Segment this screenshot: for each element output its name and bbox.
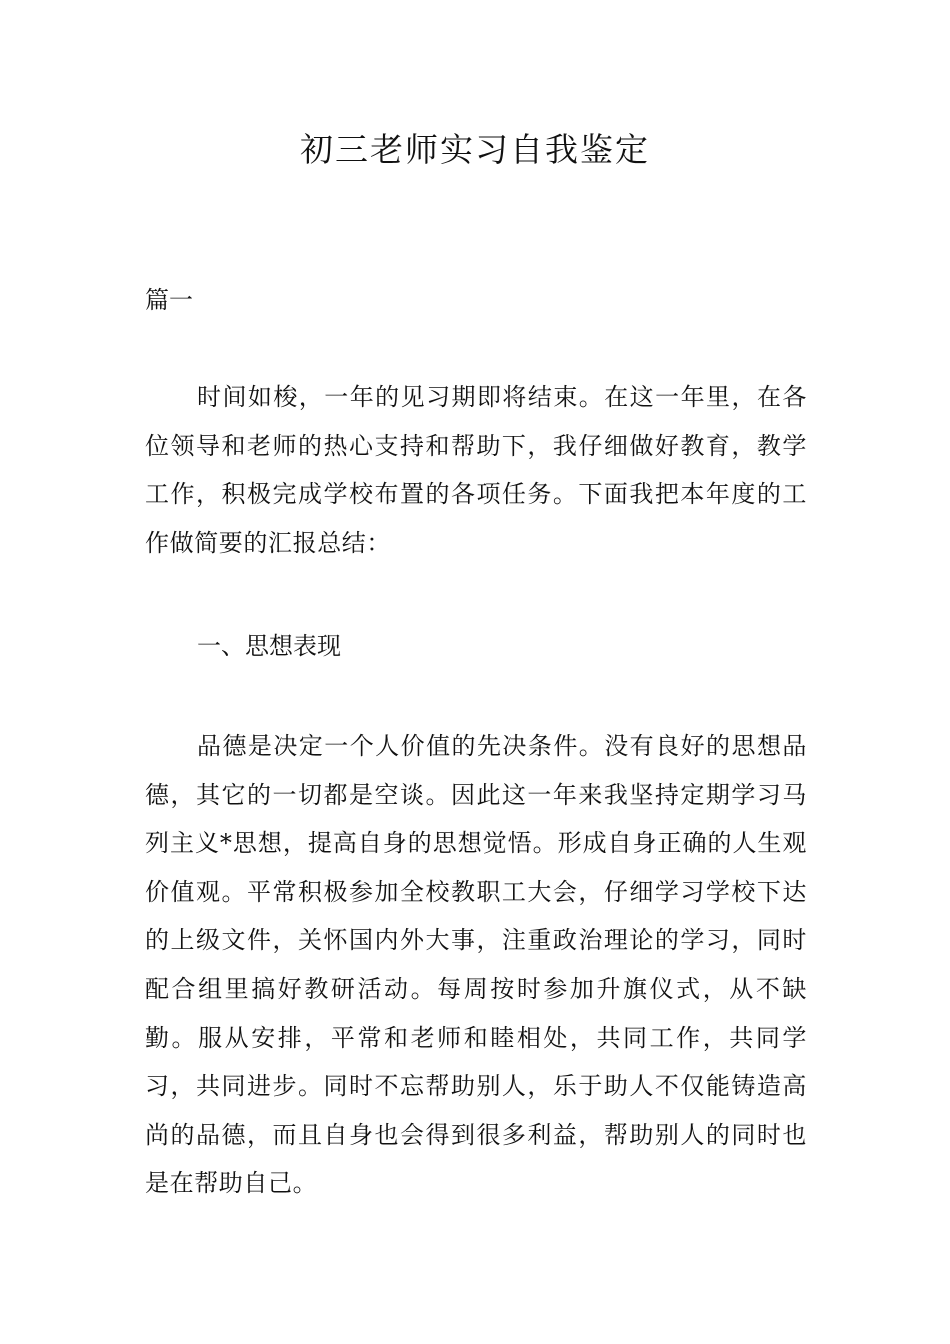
section-label: 篇一	[145, 286, 193, 314]
section-heading: 一、思想表现	[197, 632, 341, 660]
document-title: 初三老师实习自我鉴定	[300, 130, 650, 169]
intro-paragraph: 时间如梭，一年的见习期即将结束。在这一年里，在各位领导和老师的热心支持和帮助下，我仔细做好教育，教学工作，积极完成学校布置的各项任务。下面我把本年度的工作做简要的汇报总结：	[145, 383, 807, 557]
body-paragraph: 品德是决定一个人价值的先决条件。没有良好的思想品德，其它的一切都是空谈。因此这一年来我坚持定期学习马列主义*思想，提高自身的思想觉悟。形成自身正确的人生观价值观。平常积极参加全校教职工大会，仔细学习学校下达的上级文件，关怀国内外大事，注重政治理论的学习，同时配合组里搞好教研活动。每周按时参加升旗仪式，从不缺勤。服从安排，平常和老师和睦相处，共同工作，共同学习，共同进步。同时不忘帮助别人，乐于助人不仅能铸造高尚的品德，而且自身也会得到很多利益，帮助别人的同时也是在帮助自己。	[145, 732, 807, 1198]
